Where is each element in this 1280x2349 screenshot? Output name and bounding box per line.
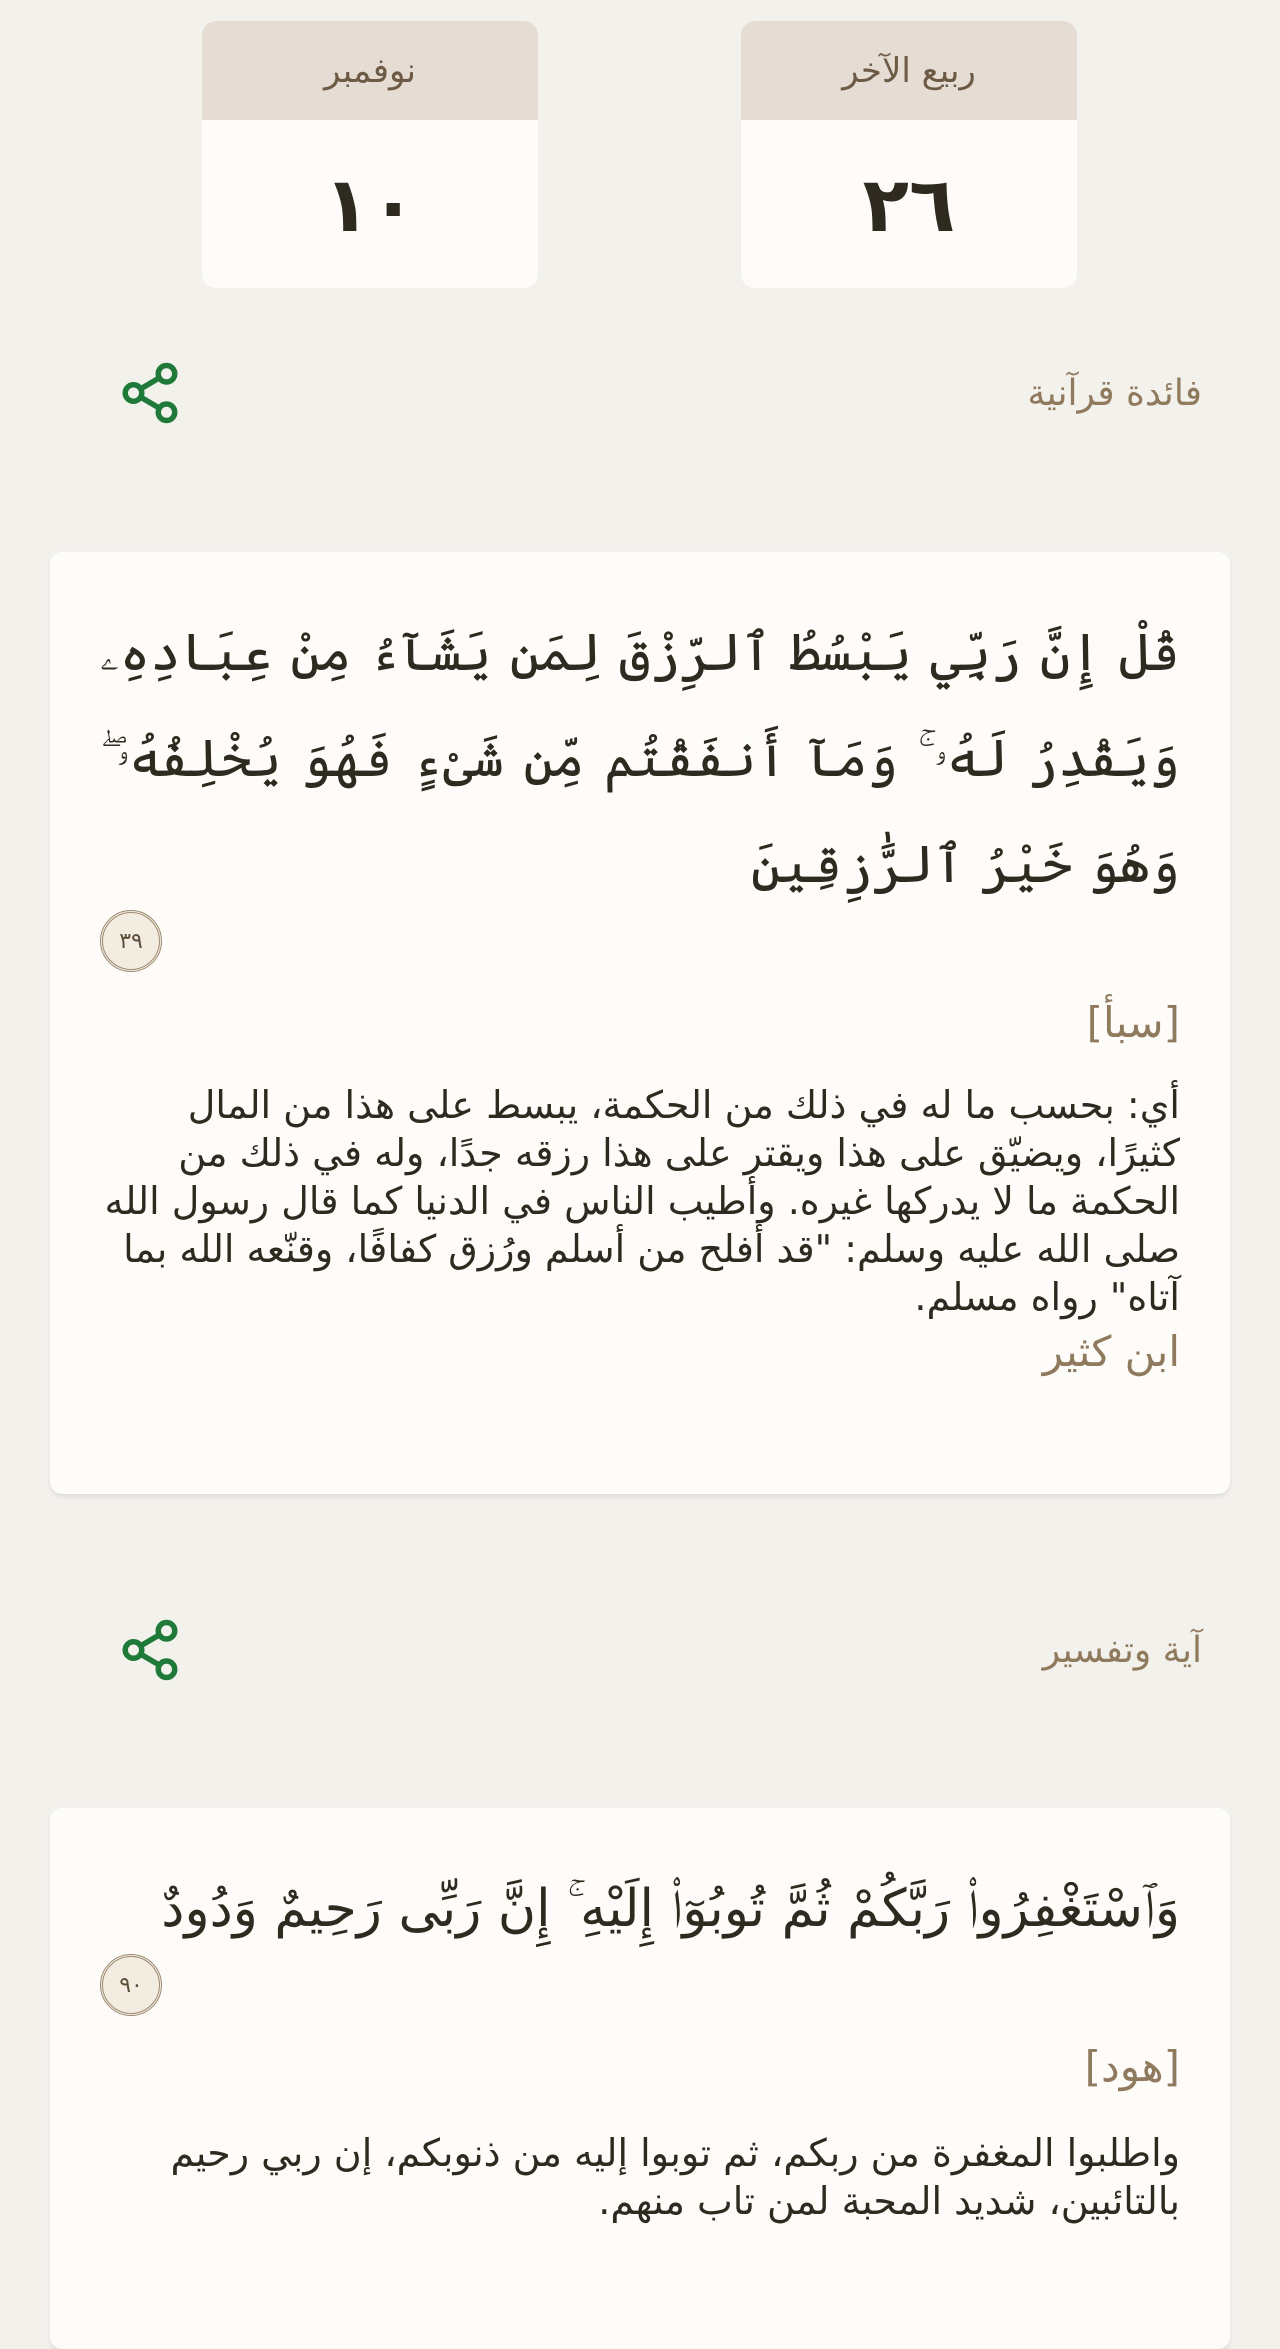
section-title: فائدة قرآنية: [1027, 372, 1202, 414]
tafsir-source: ابن كثير: [1042, 1327, 1180, 1376]
ayah-number-badge: ٣٩: [100, 910, 162, 972]
ayah-text: قُلْ إِنَّ رَبِّي يَبْسُطُ ٱلرِّزْقَ لِمَن يَشَآءُ مِنْ عِبَادِهِۦ وَيَقْدِرُ لَهُۥ ۚ وَمَآ أَنفَقْتُم مِّن شَىْءٍ فَهُوَ يُخْلِفُهُۥ ۖ وَهُوَ خَيْرُ ٱلرَّٰزِقِينَ: [100, 623, 1180, 895]
gregorian-month: نوفمبر: [202, 21, 538, 120]
hijri-month: ربيع الآخر: [741, 21, 1077, 120]
tafsir-text: واطلبوا المغفرة من ربكم، ثم توبوا إليه من ذنوبكم، إن ربي رحيم بالتائبين، شديد المحبة لمن تاب منهم.: [170, 2131, 1180, 2223]
surah-name: [سبأ]: [1086, 998, 1180, 1047]
surah-name: [هود]: [1084, 2042, 1180, 2091]
tafsir-text: أي: بحسب ما له في ذلك من الحكمة، يبسط على هذا من المال كثيرًا، ويضيّق على هذا ويقتر على هذا رزقه جدًا، وله في ذلك من الحكمة ما لا يدركها غيره. وأطيب الناس في الدنيا كما قال رسول الله صلى الله عليه وسلم: "قد أفلح من أسلم ورُزق كفافًا، وقنّعه الله بما آتاه" رواه مسلم.: [104, 1083, 1180, 1319]
gregorian-day: ١٠: [323, 159, 417, 249]
hijri-day: ٢٦: [862, 159, 956, 249]
section-header-quran-benefit: [110, 353, 1202, 433]
share-icon: [117, 1617, 183, 1683]
share-icon: [117, 360, 183, 426]
ayah-marker: [100, 1954, 1180, 2016]
section-title: آية وتفسير: [1042, 1629, 1202, 1671]
share-button[interactable]: [110, 1610, 190, 1690]
share-button[interactable]: [110, 353, 190, 433]
ayah-number-badge: ٩٠: [100, 1954, 162, 2016]
hijri-date-card: [741, 21, 1077, 288]
section-header-ayah-tafsir: [110, 1610, 1202, 1690]
ayah-tafsir-card: [50, 1808, 1230, 2349]
ayah-marker: [100, 910, 1180, 972]
ayah-text: وَٱسْتَغْفِرُوا۟ رَبَّكُمْ ثُمَّ تُوبُوٓا۟ إِلَيْهِ ۚ إِنَّ رَبِّى رَحِيمٌ وَدُودٌ: [161, 1879, 1180, 1939]
gregorian-date-card: [202, 21, 538, 288]
quran-benefit-card: [50, 552, 1230, 1494]
